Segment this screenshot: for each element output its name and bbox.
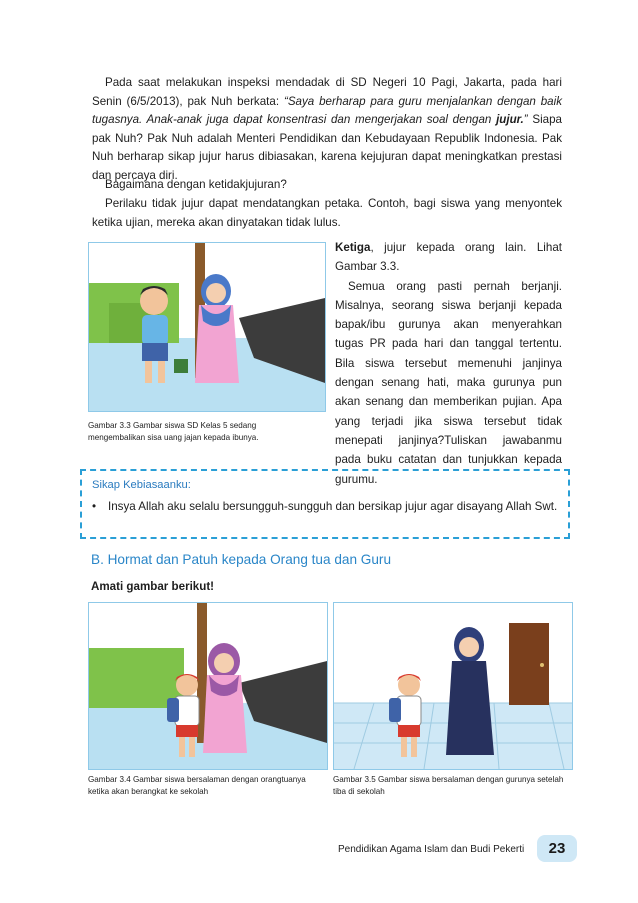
figure-3-3-caption: Gambar 3.3 Gambar siswa SD Kelas 5 sedang mengembalikan sisa uang jajan kepada ibunya. — [88, 421, 259, 442]
bullet-icon: • — [92, 500, 97, 513]
figure-3-5-illustration — [333, 602, 573, 770]
question-paragraph: Bagaimana dengan ketidakjujuran? — [105, 178, 287, 191]
section-b-heading: B. Hormat dan Patuh kepada Orang tua dan Guru — [91, 552, 392, 567]
figure-3-4 — [88, 602, 328, 807]
figure-3-3-illustration — [88, 242, 326, 412]
sikap-title: Sikap Kebiasaanku: — [92, 479, 191, 491]
sikap-item: • Insya Allah aku selalu bersungguh-sungguh dan bersikap jujur agar disayang Allah Swt. — [92, 498, 562, 517]
figure-3-4-illustration — [88, 602, 328, 770]
ketiga-paragraph: Ketiga, jujur kepada orang lain. Lihat Gambar 3.3. Semua orang pasti pernah berjanji. Misalnya, seorang siswa berjanji kepada bapak/ibu gurunya akan menyerahkan tugas PR pada hari dan tanggal tertentu. Bila siswa tersebut memenuhi janjinya dengan senang hati, maka gurunya pun akan senang dan memberikan pujian. Apa yang terjadi jika siswa tersebut tidak menepati janjinya?Tuliskan jawabanmu pada buku catatan dan tunjukkan kepada gurumu. — [335, 241, 562, 486]
consequence-paragraph: Perilaku tidak jujur dapat mendatangkan petaka. Contoh, bagi siswa yang menyontek ketika ujian, mereka akan dinyatakan tidak lulus. — [92, 197, 562, 229]
quote-text: “Saya berharap para guru menjalankan dengan baik tugasnya. Anak-anak juga dapat konsentrasi dan mengerjakan soal dengan — [92, 94, 562, 127]
ketiga-bold: Ketiga — [335, 241, 371, 254]
section-b-instruction: Amati gambar berikut! — [91, 580, 215, 593]
figure-3-5-caption: Gambar 3.5 Gambar siswa bersalaman dengan gurunya setelah tiba di sekolah — [333, 775, 564, 796]
intro-paragraph: Pada saat melakukan inspeksi mendadak di SD Negeri 10 Pagi, Jakarta, pada hari Senin (6/5/2013), pak Nuh berkata: “Saya berharap para guru menjalankan dengan baik tugasnya. Anak-anak juga dapat konsentrasi dan mengerjakan soal dengan jujur.” Siapa pak Nuh? Pak Nuh adalah Menteri Pendidikan dan Kebudayaan Republik Indonesia. Pak Nuh berharap sikap jujur harus dibiasakan, karena kejujuran dapat meningkatkan prestasi dan percaya diri. — [92, 76, 563, 182]
footer-book-title: Pendidikan Agama Islam dan Budi Pekerti — [338, 844, 525, 855]
quote-bold-word: jujur. — [496, 113, 524, 127]
sikap-kebiasaanku-box — [80, 469, 570, 539]
figure-3-3 — [88, 242, 326, 442]
page-number: 23 — [537, 835, 577, 862]
figure-3-4-caption: Gambar 3.4 Gambar siswa bersalaman dengan orangtuanya ketika akan berangkat ke sekolah — [88, 775, 306, 796]
figure-3-5 — [333, 602, 573, 807]
